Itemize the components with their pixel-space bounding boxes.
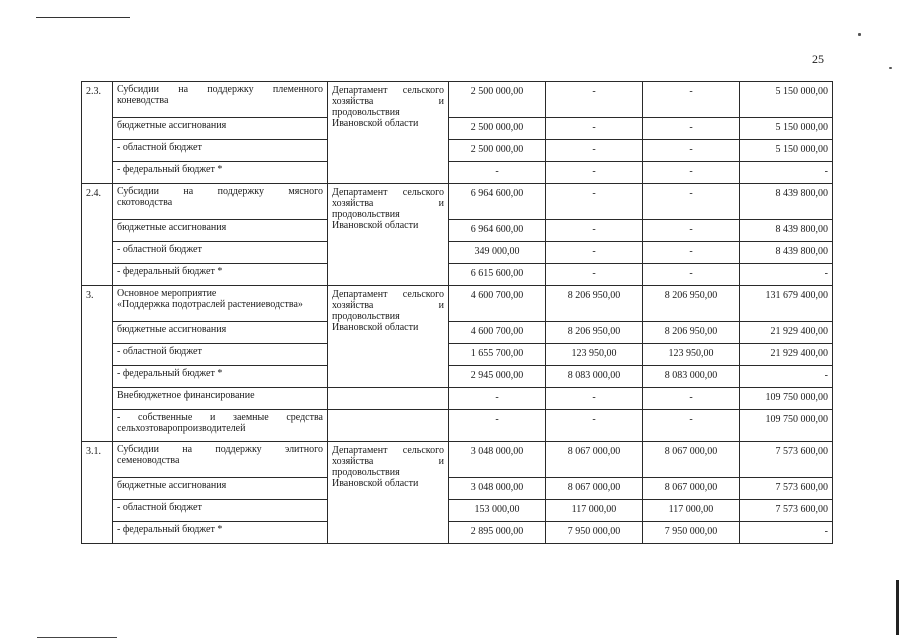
amount-cell: - xyxy=(546,388,643,410)
amount-cell: - xyxy=(740,162,833,184)
amount-cell: 8 439 800,00 xyxy=(740,220,833,242)
responsible-department: Департамент сельского хозяйства и продовольствия Ивановской области xyxy=(328,286,449,388)
amount-cell: - xyxy=(740,366,833,388)
amount-cell: - xyxy=(643,242,740,264)
scan-speck xyxy=(889,67,892,69)
measure-title: Основное мероприятие «Поддержка подотраслей растениеводства» xyxy=(113,286,328,322)
amount-cell: - xyxy=(643,118,740,140)
amount-cell: - xyxy=(449,162,546,184)
amount-cell: - xyxy=(546,184,643,220)
row-label: Внебюджетное финансирование xyxy=(113,388,328,410)
amount-cell: - xyxy=(643,184,740,220)
amount-cell: - xyxy=(643,264,740,286)
amount-cell: 8 083 000,00 xyxy=(546,366,643,388)
row-index: 3.1. xyxy=(82,442,113,544)
table-row xyxy=(82,286,833,322)
amount-cell: 5 150 000,00 xyxy=(740,82,833,118)
row-label: бюджетные ассигнования xyxy=(113,220,328,242)
empty-department-cell xyxy=(328,388,449,410)
amount-cell: 21 929 400,00 xyxy=(740,322,833,344)
amount-cell: 1 655 700,00 xyxy=(449,344,546,366)
table-row xyxy=(82,478,833,500)
amount-cell: 3 048 000,00 xyxy=(449,478,546,500)
amount-cell: 8 206 950,00 xyxy=(643,286,740,322)
amount-cell: - xyxy=(546,140,643,162)
amount-cell: - xyxy=(546,242,643,264)
row-label: - собственные и заемные средства сельхозтоваропроизводителей xyxy=(113,410,328,442)
row-label: бюджетные ассигнования xyxy=(113,322,328,344)
table-row xyxy=(82,442,833,478)
row-label: - федеральный бюджет * xyxy=(113,162,328,184)
amount-cell: 5 150 000,00 xyxy=(740,118,833,140)
amount-cell: 8 439 800,00 xyxy=(740,242,833,264)
row-label: - федеральный бюджет * xyxy=(113,522,328,544)
table-row xyxy=(82,118,833,140)
measure-title: Субсидии на поддержку элитного семеноводства xyxy=(113,442,328,478)
amount-cell: - xyxy=(643,220,740,242)
responsible-department: Департамент сельского хозяйства и продовольствия Ивановской области xyxy=(328,184,449,286)
budget-table xyxy=(81,81,833,544)
amount-cell: 7 573 600,00 xyxy=(740,442,833,478)
amount-cell: 4 600 700,00 xyxy=(449,322,546,344)
amount-cell: 109 750 000,00 xyxy=(740,388,833,410)
amount-cell: 6 964 600,00 xyxy=(449,220,546,242)
footer-rule xyxy=(37,637,117,638)
row-label: - областной бюджет xyxy=(113,500,328,522)
amount-cell: 2 500 000,00 xyxy=(449,140,546,162)
amount-cell: 8 206 950,00 xyxy=(643,322,740,344)
amount-cell: 7 573 600,00 xyxy=(740,500,833,522)
row-index: 2.4. xyxy=(82,184,113,286)
amount-cell: 4 600 700,00 xyxy=(449,286,546,322)
amount-cell: 6 964 600,00 xyxy=(449,184,546,220)
table-row xyxy=(82,162,833,184)
amount-cell: 117 000,00 xyxy=(643,500,740,522)
amount-cell: 8 439 800,00 xyxy=(740,184,833,220)
amount-cell: 7 950 000,00 xyxy=(643,522,740,544)
amount-cell: - xyxy=(546,410,643,442)
row-label: бюджетные ассигнования xyxy=(113,478,328,500)
measure-title: Субсидии на поддержку племенного коневодства xyxy=(113,82,328,118)
amount-cell: 153 000,00 xyxy=(449,500,546,522)
responsible-department: Департамент сельского хозяйства и продовольствия Ивановской области xyxy=(328,82,449,184)
amount-cell: 8 067 000,00 xyxy=(546,478,643,500)
row-label: бюджетные ассигнования xyxy=(113,118,328,140)
table-row xyxy=(82,366,833,388)
table-row xyxy=(82,322,833,344)
table-row xyxy=(82,184,833,220)
amount-cell: 123 950,00 xyxy=(546,344,643,366)
amount-cell: - xyxy=(740,522,833,544)
row-label: - областной бюджет xyxy=(113,344,328,366)
amount-cell: 3 048 000,00 xyxy=(449,442,546,478)
table-row xyxy=(82,522,833,544)
amount-cell: 21 929 400,00 xyxy=(740,344,833,366)
amount-cell: 8 067 000,00 xyxy=(643,442,740,478)
amount-cell: - xyxy=(449,410,546,442)
amount-cell: - xyxy=(546,118,643,140)
table-row xyxy=(82,264,833,286)
amount-cell: - xyxy=(546,162,643,184)
amount-cell: - xyxy=(643,82,740,118)
page-number: 25 xyxy=(812,52,824,66)
amount-cell: 7 573 600,00 xyxy=(740,478,833,500)
responsible-department: Департамент сельского хозяйства и продовольствия Ивановской области xyxy=(328,442,449,544)
row-label: - областной бюджет xyxy=(113,140,328,162)
amount-cell: - xyxy=(449,388,546,410)
measure-title: Субсидии на поддержку мясного скотоводства xyxy=(113,184,328,220)
row-index: 3. xyxy=(82,286,113,442)
amount-cell: 2 945 000,00 xyxy=(449,366,546,388)
row-index: 2.3. xyxy=(82,82,113,184)
amount-cell: - xyxy=(546,82,643,118)
header-rule xyxy=(36,17,130,18)
amount-cell: 8 206 950,00 xyxy=(546,286,643,322)
table-row xyxy=(82,140,833,162)
amount-cell: 109 750 000,00 xyxy=(740,410,833,442)
amount-cell: 123 950,00 xyxy=(643,344,740,366)
amount-cell: 2 500 000,00 xyxy=(449,118,546,140)
table-row xyxy=(82,500,833,522)
table-row xyxy=(82,220,833,242)
amount-cell: 8 206 950,00 xyxy=(546,322,643,344)
amount-cell: - xyxy=(643,410,740,442)
table-row xyxy=(82,344,833,366)
amount-cell: 7 950 000,00 xyxy=(546,522,643,544)
row-label: - областной бюджет xyxy=(113,242,328,264)
amount-cell: 2 500 000,00 xyxy=(449,82,546,118)
amount-cell: 8 083 000,00 xyxy=(643,366,740,388)
amount-cell: 8 067 000,00 xyxy=(643,478,740,500)
amount-cell: 349 000,00 xyxy=(449,242,546,264)
amount-cell: 117 000,00 xyxy=(546,500,643,522)
amount-cell: - xyxy=(740,264,833,286)
amount-cell: - xyxy=(546,220,643,242)
amount-cell: 131 679 400,00 xyxy=(740,286,833,322)
amount-cell: - xyxy=(643,140,740,162)
amount-cell: 2 895 000,00 xyxy=(449,522,546,544)
row-label: - федеральный бюджет * xyxy=(113,366,328,388)
table-row xyxy=(82,82,833,118)
amount-cell: 6 615 600,00 xyxy=(449,264,546,286)
scan-speck xyxy=(858,33,861,36)
amount-cell: - xyxy=(643,162,740,184)
table-row xyxy=(82,242,833,264)
amount-cell: 8 067 000,00 xyxy=(546,442,643,478)
table-row xyxy=(82,410,833,442)
amount-cell: 5 150 000,00 xyxy=(740,140,833,162)
table-row xyxy=(82,388,833,410)
empty-department-cell xyxy=(328,410,449,442)
scan-edge-mark xyxy=(896,580,899,635)
amount-cell: - xyxy=(546,264,643,286)
amount-cell: - xyxy=(643,388,740,410)
row-label: - федеральный бюджет * xyxy=(113,264,328,286)
